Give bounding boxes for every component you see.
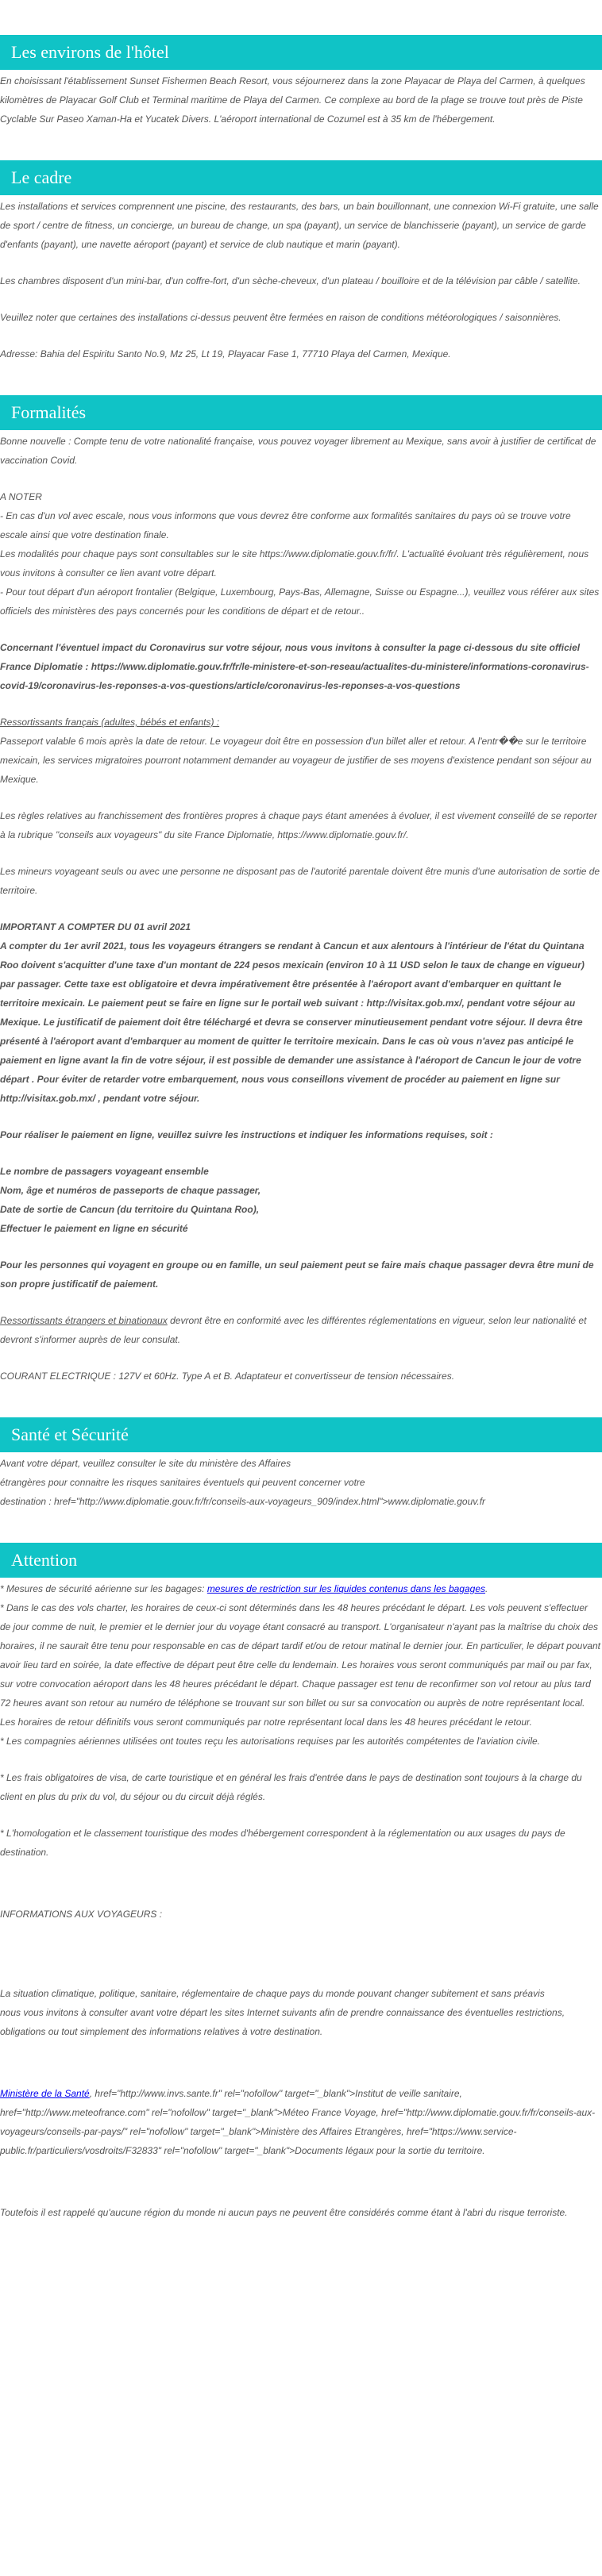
- paragraph-compagnies: * Les compagnies aériennes utilisées ont toutes reçu les autorisations requises par les autorités compétentes de l'aviation civile.: [0, 1736, 540, 1747]
- section-body-cadre: [0, 195, 602, 363]
- paragraph-environs: En choisissant l'établissement Sunset Fishermen Beach Resort, vous séjournerez dans la zone Playacar de Playa del Carmen, à quelques kilomètres de Playacar Golf Club et Terminal maritime de Playa del Carmen. Ce complexe au bord de la plage se trouve tout près de Piste Cyclable Sur Paseo Xaman-Ha et Yucatek Divers. L'aéroport international de Cozumel est à 35 km de l'hébergement.: [0, 75, 585, 125]
- list-item: Nom, âge et numéros de passeports de chaque passager,: [0, 1185, 261, 1196]
- list-item: Effectuer le paiement en ligne en sécurité: [0, 1223, 188, 1234]
- section-title-environs: Les environs de l'hôtel: [0, 35, 602, 70]
- paragraph-groupe: Pour les personnes qui voyagent en groupe ou en famille, un seul paiement peut se faire mais chaque passager devra être muni de son propre justificatif de paiement.: [0, 1259, 594, 1290]
- paragraph-homologation: * L'homologation et le classement touristique des modes d'hébergement correspondent à la réglementation ou aux usages du pays de destination.: [0, 1828, 565, 1858]
- liens-text: , href="http://www.invs.sante.fr" rel="nofollow" target="_blank">Institut de veille sanitaire, href="http://www.meteofrance.com" rel="nofollow" target="_blank">Méteo France Voyage, href="http://www.diplomatie.gouv.fr/fr/conseils-aux-voyageurs/conseils-par-pays/" rel="nofollow" target="_blank">Ministère des Affaires Etrangères, href="https://www.service-public.fr/particuliers/vosdroits/F32833" rel="nofollow" target="_blank">Documents légaux pour la sortie du territoire.: [0, 2088, 596, 2156]
- paragraph-regles-frontieres: Les règles relatives au franchissement des frontières propres à chaque pays étant amenées à évoluer, il est vivement conseillé de se reporter à la rubrique "conseils aux voyageurs" du site France Diplomatie, https://www.diplomatie.gouv.fr/.: [0, 810, 597, 840]
- informations-voyageurs-title: INFORMATIONS AUX VOYAGEURS :: [0, 1909, 163, 1920]
- section-environs: [0, 0, 602, 129]
- list-item: Le nombre de passagers voyageant ensemble: [0, 1166, 209, 1177]
- etrangers-label: Ressortissants étrangers et binationaux: [0, 1315, 168, 1326]
- section-title-attention: Attention: [0, 1543, 602, 1578]
- ministere-sante-link[interactable]: Ministère de la Santé: [0, 2088, 90, 2099]
- paragraph-taxe-visitax: A compter du 1er avril 2021, tous les voyageurs étrangers se rendant à Cancun et aux alentours à l'intérieur de l'état du Quintana Roo doivent s'acquitter d'une taxe d'un montant de 224 pesos mexicain (environ 10 à 11 USD selon le taux de change en vigueur) par passager. Cette taxe est obligatoire et devra impérativement être présentée à l'aéroport avant d'embarquer en quittant le territoire mexicain. Le paiement peut se faire en ligne sur le portail web suivant : http://visitax.gob.mx/, pendant votre séjour au Mexique. Le justificatif de paiement doit être téléchargé et devra se conserver minutieusement pendant votre séjour. Il devra être présenté à l'aéroport avant d'embarquer au moment de quitter le territoire mexicain. Dans le cas où vous n'avez pas anticipé le paiement en ligne avant la fin de votre séjour, il est possible de demander une assistance à l'aéroport de Cancun le jour de votre départ . Pour éviter de retarder votre embarquement, nous vous conseillons vivement de procéder au paiement en ligne sur http://visitax.gob.mx/ , pendant votre séjour.: [0, 940, 585, 1104]
- paragraph-bonne-nouvelle: Bonne nouvelle : Compte tenu de votre nationalité française, vous pouvez voyager librement au Mexique, sans avoir à justifier de certificat de vaccination Covid.: [0, 436, 596, 466]
- a-noter-modalites: Les modalités pour chaque pays sont consultables sur le site https://www.diplomatie.gouv.fr/fr/. L'actualité évoluant très régulièrement, nous vous invitons à consulter ce lien avant votre départ.: [0, 548, 589, 579]
- sante-line-1: Avant votre départ, veuillez consulter le site du ministère des Affaires: [0, 1458, 291, 1469]
- section-title-sante: Santé et Sécurité: [0, 1417, 602, 1452]
- list-item: Date de sortie de Cancun (du territoire du Quintana Roo),: [0, 1204, 260, 1215]
- liquides-link[interactable]: mesures de restriction sur les liquides contenus dans les bagages: [206, 1583, 486, 1594]
- paragraph-mineurs: Les mineurs voyageant seuls ou avec une personne ne disposant pas de l'autorité parentale doivent être munis d'une autorisation de sortie de territoire.: [0, 866, 600, 896]
- section-body-environs: [0, 70, 602, 129]
- paragraph-courant: COURANT ELECTRIQUE : 127V et 60Hz. Type A et B. Adaptateur et convertisseur de tension nécessaires.: [0, 1371, 455, 1382]
- section-formalites: [0, 363, 602, 1386]
- paragraph-etrangers: [0, 1311, 602, 1349]
- paragraph-paiement-intro: Pour réaliser le paiement en ligne, veuillez suivre les instructions et indiquer les informations requises, soit :: [0, 1129, 493, 1140]
- section-title-formalites: Formalités: [0, 395, 602, 430]
- section-body-formalites: [0, 430, 602, 1386]
- paragraph-liens: [0, 2084, 602, 2160]
- paragraph-chambres: Les chambres disposent d'un mini-bar, d'un coffre-fort, d'un sèche-cheveux, d'un plateau / bouilloire et de la télévision par câble / satellite.: [0, 275, 581, 286]
- paragraph-installations: Les installations et services comprennent une piscine, des restaurants, des bars, un bain bouillonnant, une connexion Wi-Fi gratuite, une salle de sport / centre de fitness, un concierge, un bureau de change, un spa (payant), un service de blanchisserie (payant), un service de garde d'enfants (payant), une navette aéroport (payant) et service de club nautique et marin (payant).: [0, 201, 599, 250]
- important-title: IMPORTANT A COMPTER DU 01 avril 2021: [0, 921, 191, 932]
- paragraph-sites-internet: nous vous invitons à consulter avant votre départ les sites Internet suivants afin de prendre connaissance des éventuelles restrictions, obligations ou tout simplement des informations relatives à votre destination.: [0, 2007, 565, 2037]
- etrangers-text: devront être en conformité avec les différentes réglementations en vigueur, selon leur nationalité et devront s'informer auprès de leur consulat.: [0, 1315, 587, 1345]
- a-noter-title: A NOTER: [0, 491, 42, 502]
- section-attention: [0, 1511, 602, 2222]
- paragraph-situation: La situation climatique, politique, sanitaire, réglementaire de chaque pays du monde pouvant changer subitement et sans préavis: [0, 1988, 545, 1999]
- paragraph-frais: * Les frais obligatoires de visa, de carte touristique et en général les frais d'entrée dans le pays de destination sont toujours à la charge du client en plus du prix du vol, du séjour ou du circuit déjà réglés.: [0, 1772, 582, 1802]
- paragraph-terrorisme: Toutefois il est rappelé qu'aucune région du monde ni aucun pays ne peuvent être considérés comme étant à l'abri du risque terroriste.: [0, 2207, 568, 2218]
- sante-line-2: étrangères pour connaitre les risques sanitaires éventuels qui peuvent concerner votre: [0, 1477, 365, 1488]
- section-body-sante: [0, 1452, 602, 1511]
- paragraph-passeport: Passeport valable 6 mois après la date de retour. Le voyageur doit être en possession d'un billet aller et retour. A l'entr��e sur le territoire mexicain, les services migratoires pourront notamment demander au voyageur de justifier de ses moyens d'existence pendant son séjour au Mexique.: [0, 736, 592, 785]
- paragraph-securite-bagages: * Mesures de sécurité aérienne sur les bagages: mesures de restriction sur les liquides contenus dans les bagages.: [0, 1583, 488, 1594]
- section-cadre: [0, 129, 602, 363]
- paragraph-coronavirus: Concernant l'éventuel impact du Coronavirus sur votre séjour, nous vous invitons à consulter la page ci-dessous du site officiel France Diplomatie : https://www.diplomatie.gouv.fr/fr/le-ministere-et-son-reseau/actualites-du-ministere/informations-coronavirus-covid-19/coronavirus-les-reponses-a-vos-questions/article/coronavirus-les-reponses-a-vos-questions: [0, 642, 589, 691]
- a-noter-escale: - En cas d'un vol avec escale, nous vous informons que vous devrez être conforme aux formalités sanitaires du pays où se trouve votre escale ainsi que votre destination finale.: [0, 510, 571, 540]
- securite-prefix: * Mesures de sécurité aérienne sur les bagages:: [0, 1583, 207, 1594]
- sante-line-3: destination : href="http://www.diplomatie.gouv.fr/fr/conseils-aux-voyageurs_909/index.html">www.diplomatie.gouv.fr: [0, 1496, 486, 1507]
- section-title-cadre: Le cadre: [0, 160, 602, 195]
- ressortissants-francais-title: Ressortissants français (adultes, bébés et enfants) :: [0, 717, 220, 728]
- section-sante: [0, 1386, 602, 1511]
- paragraph-adresse: Adresse: Bahia del Espiritu Santo No.9, Mz 25, Lt 19, Playacar Fase 1, 77710 Playa del Carmen, Mexique.: [0, 348, 451, 359]
- paragraph-vols-charter: * Dans le cas des vols charter, les horaires de ceux-ci sont déterminés dans les 48 heures précédant le départ. Les vols peuvent s'effectuer de jour comme de nuit, le premier et le dernier jour du voyage étant consacré au transport. L'organisateur n'ayant pas la maîtrise du choix des horaires, il ne saurait être tenu pour responsable en cas de départ tardif et/ou de retour matinal le dernier jour. En particulier, le départ pouvant avoir lieu tard en soirée, la date effective de départ peut être celle du lendemain. Les horaires vous seront communiqués par mail ou par fax, sur votre convocation aéroport dans les 48 heures précédant le départ. Chaque passager est tenu de reconfirmer son vol retour au plus tard 72 heures avant son retour au numéro de téléphone se trouvant sur son billet ou sur sa convocation ou auprès de notre représentant local. Les horaires de retour définitifs vous seront communiqués par notre représentant local dans les 48 heures précédant le retour.: [0, 1602, 600, 1728]
- section-body-attention: [0, 1578, 602, 2222]
- a-noter-frontalier: - Pour tout départ d'un aéroport frontalier (Belgique, Luxembourg, Pays-Bas, Allemagne, Suisse ou Espagne...), veuillez vous référer aux sites officiels des ministères des pays concernés pour les conditions de départ et de retour..: [0, 586, 600, 617]
- paragraph-installations-note: Veuillez noter que certaines des installations ci-dessus peuvent être fermées en raison de conditions météorologiques / saisonnières.: [0, 312, 561, 323]
